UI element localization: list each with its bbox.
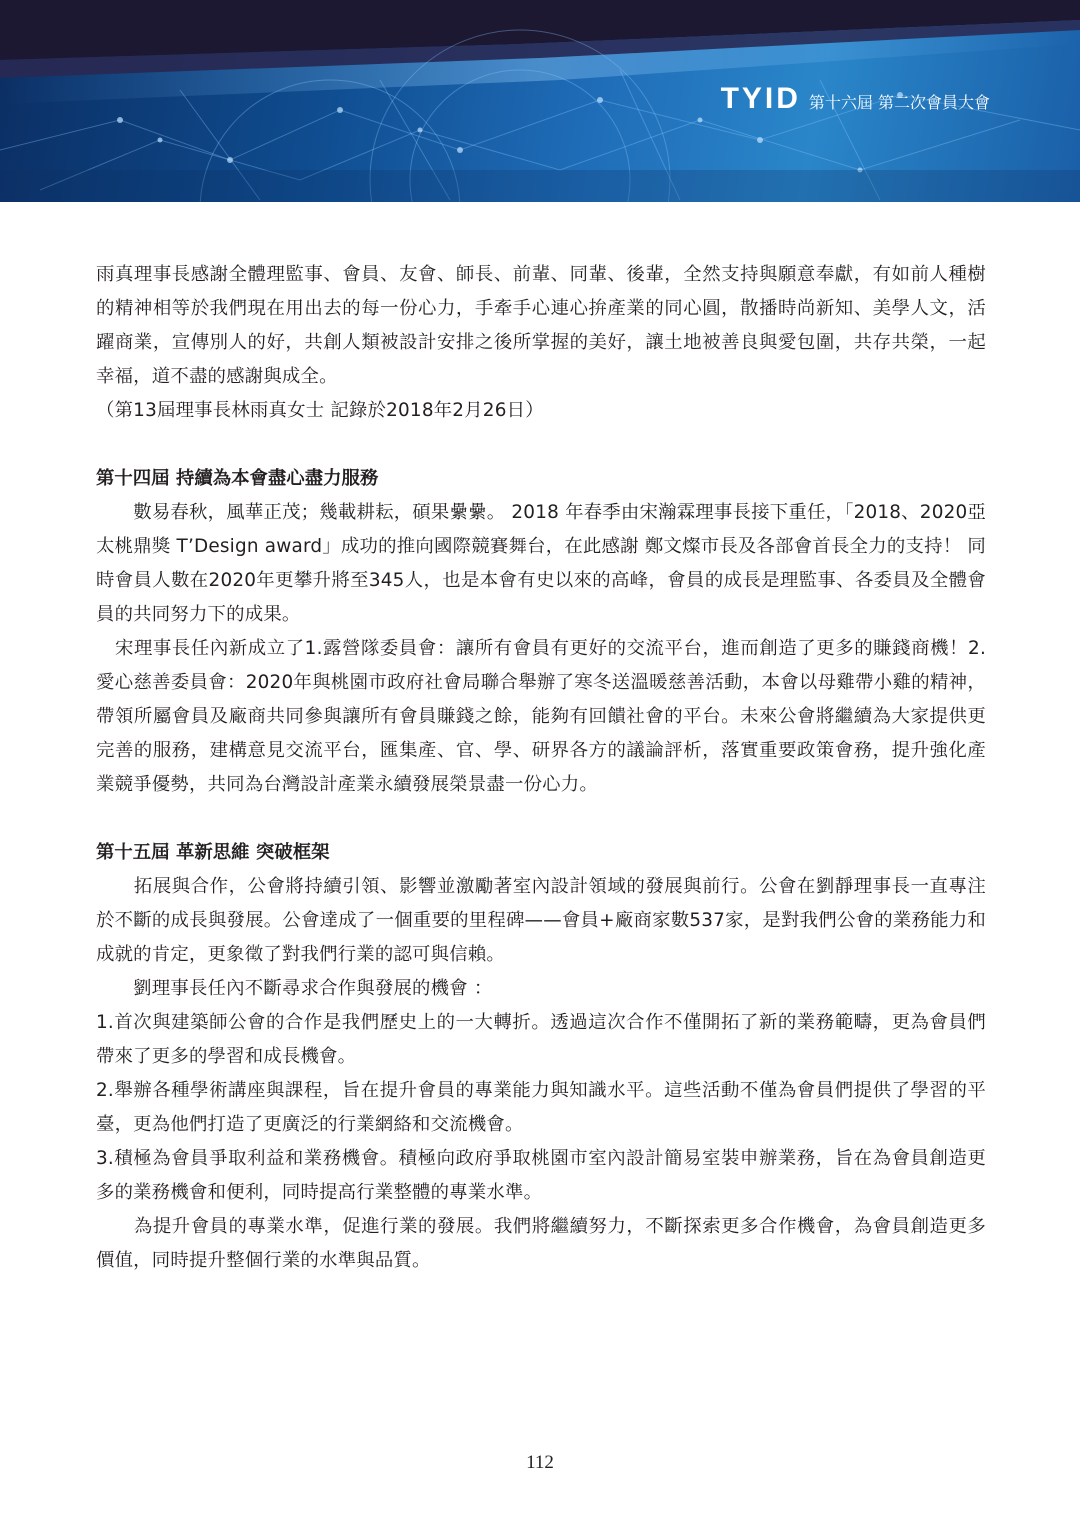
section-15-item-2: 2.舉辦各種學術講座與課程，旨在提升會員的專業能力與知識水平。這些活動不僅為會員們提供了學習的平臺，更為他們打造了更廣泛的行業網絡和交流機會。: [96, 1080, 986, 1135]
section-15-item-1: 1.首次與建築師公會的合作是我們歷史上的一大轉折。透過這次合作不僅開拓了新的業務範疇，更為會員們帶來了更多的學習和成長機會。: [96, 1012, 986, 1067]
section-15-item-3: 3.積極為會員爭取利益和業務機會。積極向政府爭取桃園市室內設計簡易室裝申辦業務，旨在為會員創造更多的業務機會和便利，同時提高行業整體的專業水準。: [96, 1148, 986, 1203]
section-15-paragraph-1: 拓展與合作，公會將持續引領、影響並激勵著室內設計領域的發展與前行。公會在劉靜理事長一直專注於不斷的成長與發展。公會達成了一個重要的里程碑——會員+廠商家數537家，是對我們公會的業務能力和成就的肯定，更象徵了對我們行業的認可與信賴。: [96, 876, 986, 965]
section-15-paragraph-2: 劉理事長任內不斷尋求合作與發展的機會 ：: [96, 978, 493, 999]
section-14-heading: 第十四屆 持續為本會盡心盡力服務: [96, 468, 379, 489]
article-body: [96, 258, 986, 1278]
intro-paragraph: 雨真理事長感謝全體理監事、會員、友會、師長、前輩、同輩、後輩，全然支持與願意奉獻，有如前人種樹的精神相等於我們現在用出去的每一份心力，手牽手心連心拚產業的同心圓，散播時尚新知、美學人文，活躍商業，宣傳別人的好，共創人類被設計安排之後所掌握的美好，讓土地被善良與愛包圍，共存共榮，一起幸福，道不盡的感謝與成全。: [96, 264, 986, 387]
section-15-heading: 第十五屆 革新思維 突破框架: [96, 842, 330, 863]
section-14-paragraph-2: 宋理事長任內新成立了1.露營隊委員會：讓所有會員有更好的交流平台，進而創造了更多的賺錢商機！2.愛心慈善委員會：2020年與桃園市政府社會局聯合舉辦了寒冬送溫暖慈善活動，本會以母雞帶小雞的精神，帶領所屬會員及廠商共同參與讓所有會員賺錢之餘，能夠有回饋社會的平台。未來公會將繼續為大家提供更完善的服務，建構意見交流平台，匯集產、官、學、研界各方的議論評析，落實重要政策會務，提升強化產業競爭優勢，共同為台灣設計產業永續發展榮景盡一份心力。: [96, 638, 986, 795]
brand-logo-text: TYID: [720, 82, 801, 115]
banner-title: [721, 82, 990, 116]
intro-record: （第13屆理事長林雨真女士 記錄於2018年2月26日）: [96, 400, 544, 421]
header-banner: [0, 0, 1080, 202]
banner-subtitle: 第十六屆 第二次會員大會: [808, 93, 990, 112]
section-15-closing: 為提升會員的專業水準，促進行業的發展。我們將繼續努力，不斷探索更多合作機會，為會員創造更多價值，同時提升整個行業的水準與品質。: [96, 1216, 986, 1271]
section-14-paragraph-1: 數易春秋，風華正茂；幾載耕耘，碩果纍纍。 2018 年春季由宋瀚霖理事長接下重任，「2018、2020亞太桃鼎獎 T’Design award」成功的推向國際競賽舞台，在此感謝 鄭文燦市長及各部會首長全力的支持！ 同時會員人數在2020年更攀升將至345人，也是本會有史以來的高峰，會員的成長是理監事、各委員及全體會員的共同努力下的成果。: [96, 502, 986, 625]
page-number: 112: [526, 1452, 554, 1473]
